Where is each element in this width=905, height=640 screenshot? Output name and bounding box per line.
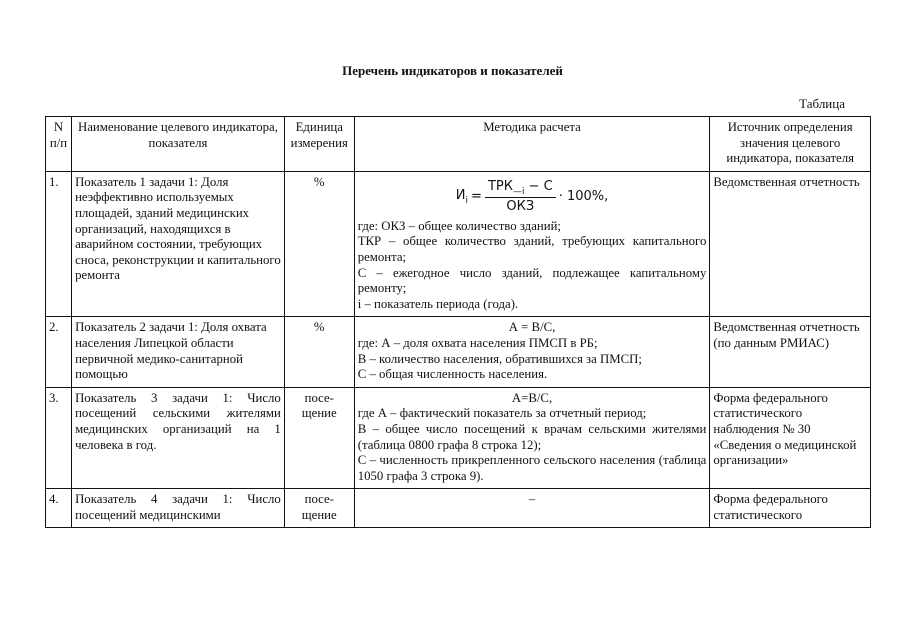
row-unit: посе-щение (284, 489, 354, 528)
row-unit: % (284, 171, 354, 317)
row-num: 1. (46, 171, 72, 317)
row-unit: % (284, 317, 354, 387)
header-num: N п/п (46, 117, 72, 172)
method-line: С – общая численность населения. (357, 367, 548, 382)
method-line: ТКР – общее количество зданий, требующих капитального ремонта; (357, 234, 707, 264)
row-num: 4. (46, 489, 72, 528)
method-head: А=В/С, (511, 390, 553, 405)
method-line: i – показатель периода (года). (357, 296, 519, 311)
row-source (710, 489, 871, 528)
row-source: Форма федерального статистического наблюдения № 30 «Сведения о медицинской организации» (710, 387, 871, 489)
row-method: – (354, 489, 710, 528)
formula: $И_i$ = $\frac{ТРК_{—i} - С}{\text{ОКЗ}}$ · 100%, (455, 178, 609, 215)
method-line: В – количество населения, обратившихся за ПМСП; (357, 351, 642, 366)
row-num: 3. (46, 387, 72, 489)
method-line: где: А – доля охвата населения ПМСП в РБ; (357, 335, 598, 350)
row-source: Ведомственная отчетность (710, 171, 871, 317)
table-label: Таблица (799, 96, 845, 111)
method-line: С – ежегодное число зданий, подлежащее капитальному ремонту; (357, 265, 707, 296)
formula-lhs: $И_i$ (455, 188, 469, 207)
row-name: Показатель 2 задачи 1: Доля охвата населения Липецкой области первичной медико-санитарной помощью (72, 317, 285, 387)
row-method (354, 317, 710, 387)
header-source: Источник определения значения целевого индикатора, показателя (710, 117, 871, 172)
row-name: Показатель 1 задачи 1: Доля неэффективно используемых площадей, зданий медицинских организаций, находящихся в аварийном состоянии, требующих сноса, реконструкции и капитального ремонта (72, 171, 285, 317)
method-line: где А – фактический показатель за отчетный период; (357, 406, 647, 421)
formula-tail: · 100%, (558, 189, 609, 205)
row-source: Ведомственная отчетность (по данным РМИАС) (710, 317, 871, 387)
row-method (354, 171, 710, 317)
table-row (46, 171, 871, 317)
formula-fraction: $\frac{ТРК_{—i} - С}{\text{ОКЗ}}$ (485, 179, 556, 215)
method-line: С – численность прикрепленного сельского населения (таблица 1050 графа 3 строка 9). (357, 453, 707, 483)
row-num: 2. (46, 317, 72, 387)
row-name-text: Показатель 4 задачи 1: Число посещений медицинскими (75, 492, 281, 522)
method-line: где: ОКЗ – общее количество зданий; (357, 218, 561, 233)
table-row (46, 317, 871, 387)
document-title: Перечень индикаторов и показателей (342, 63, 563, 78)
header-unit: Единица измерения (284, 117, 354, 172)
indicators-table (45, 116, 871, 528)
header-method: Методика расчета (354, 117, 710, 172)
row-name (72, 489, 285, 528)
row-name: Показатель 3 задачи 1: Число посещений сельскими жителями медицинских организаций на 1 человека в год. (72, 387, 285, 489)
method-line: В – общее число посещений к врачам сельскими жителями (таблица 0800 графа 8 строка 12); (357, 421, 707, 452)
table-row (46, 489, 871, 528)
table-row (46, 387, 871, 489)
row-unit: посе-щение (284, 387, 354, 489)
header-name: Наименование целевого индикатора, показателя (72, 117, 285, 172)
header-row (46, 117, 871, 172)
method-head: А = В/С, (508, 320, 556, 335)
row-method (354, 387, 710, 489)
row-source-text: Форма федерального статистического (713, 492, 828, 522)
